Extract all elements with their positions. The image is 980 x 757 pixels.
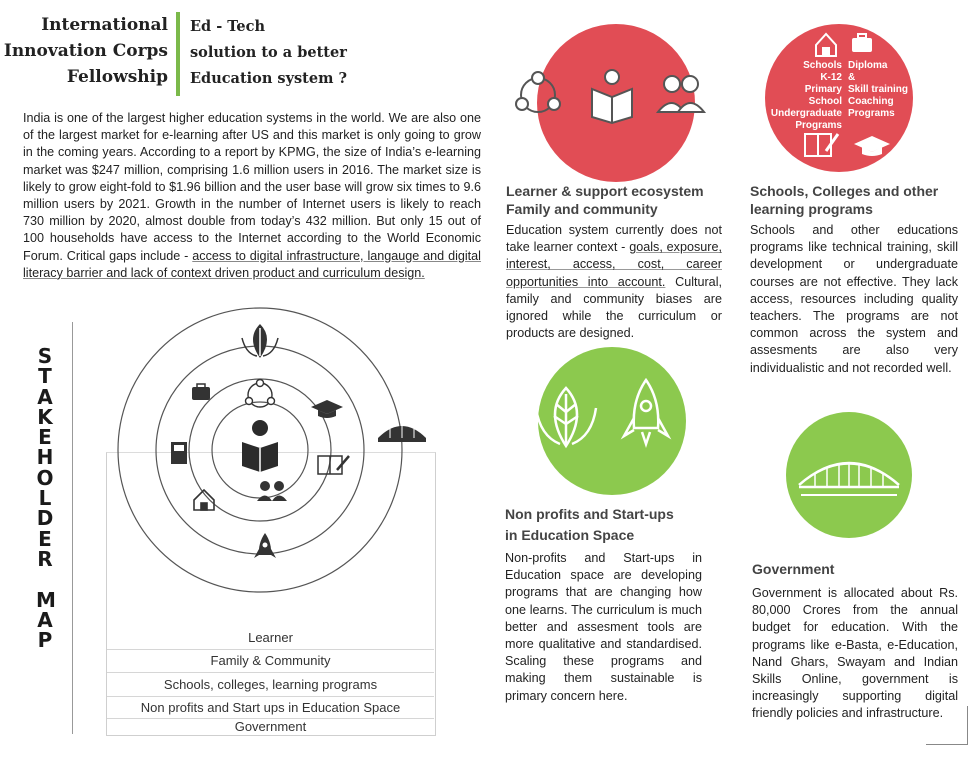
people-icon <box>257 481 287 501</box>
fellowship-title-line2: Innovation Corps <box>3 41 168 61</box>
reader-icon <box>242 420 278 472</box>
learner-text-after: Cultural, family and community biases are ignored while the curriculum or products are designed. <box>506 274 722 341</box>
intro-paragraph <box>23 110 481 282</box>
stakeholder-title-letter: P <box>37 628 53 653</box>
leaf-icon <box>536 388 596 446</box>
corner-rule-vertical <box>967 706 968 745</box>
intro-text: India is one of the largest higher education systems in the world. We are also one of the largest market for e-learning after US and this market is only going to grow in the coming years. According to a report by KPMG, the size of India’s e-learning market was $247 million, comprising 1.6 million users in 2016. The market size is likely to grow eight-fold to $1.96 billion and the user base will grow six times to 9.6 million users by 2021. Growth in the number of Internet users is likely to reach 730 million by 2020, almost double from today’s 432 million. But only 15 out of 100 households have access to the Internet according to the World Economic Forum. Critical gaps include - <box>23 111 481 263</box>
schools-title-line1: Schools, Colleges and other <box>750 183 939 199</box>
learner-circle-icons <box>508 60 708 130</box>
label-skill: Skill training <box>848 84 909 95</box>
stakeholder-title-letter: E <box>38 425 52 450</box>
legend-schools: Schools, colleges, learning programs <box>107 672 434 697</box>
label-diploma: Diploma <box>848 60 888 71</box>
label-coaching-programs: Programs <box>848 108 895 119</box>
reader-icon <box>592 70 632 123</box>
stakeholder-title-letter: T <box>38 364 52 389</box>
schools-circle-top-icons <box>812 30 902 60</box>
schools-label-right <box>848 60 914 120</box>
notebook-icon <box>318 456 349 474</box>
stakeholder-diagram <box>100 300 440 630</box>
stakeholder-title-letter: D <box>36 506 54 531</box>
family-circle-icon <box>516 72 560 112</box>
schools-section-title <box>750 182 965 218</box>
nonprofits-circle-icons <box>518 370 698 460</box>
people-icon <box>658 76 704 112</box>
fellowship-title-line1: International <box>41 15 168 35</box>
label-amp: & <box>848 72 856 83</box>
stakeholder-map-title <box>36 344 56 653</box>
stakeholder-title-letter: L <box>38 486 52 511</box>
notebook-icon <box>805 134 838 156</box>
legend-nonprofits: Non profits and Start ups in Education Space <box>107 696 434 719</box>
briefcase-icon <box>192 384 210 400</box>
fellowship-title <box>4 12 168 90</box>
label-coaching: Coaching <box>848 96 894 107</box>
fellowship-title-line3: Fellowship <box>66 67 168 87</box>
stakeholder-vertical-rule <box>72 322 73 734</box>
briefcase-icon <box>852 34 872 52</box>
label-primary: Primary School <box>804 84 842 107</box>
rocket-icon <box>254 533 276 558</box>
government-section-text: Government is allocated about Rs. 80,000 Crores from the annual budget for education. With the programs like e-Basta, e-Education, Nand Ghars, Swayam and Indian Skills Online, government is increasingly supporting digital friendly policies and infrastructure. <box>752 586 958 721</box>
graduation-cap-icon <box>311 400 343 418</box>
stakeholder-title-letter: O <box>36 465 54 490</box>
stakeholder-title-letter: K <box>37 404 53 429</box>
schools-label-left <box>770 60 842 132</box>
parliament-icon <box>378 426 426 442</box>
subtitle-line3: Education system ? <box>190 70 347 87</box>
learner-text-before: Education system currently does not take learner context - <box>506 223 722 255</box>
stakeholder-title-letter <box>36 569 54 589</box>
label-schools: Schools <box>803 60 842 71</box>
school-icon <box>816 34 836 56</box>
corner-rule-horizontal <box>926 744 968 745</box>
legend-family: Family & Community <box>107 649 434 672</box>
stakeholder-title-letter: A <box>37 384 53 409</box>
stakeholder-title-letter: S <box>37 344 53 368</box>
stakeholder-title-letter: A <box>37 607 53 632</box>
book-icon <box>171 442 187 464</box>
legend-learner: Learner <box>248 630 293 645</box>
learner-title-line2: Family and community <box>506 201 658 217</box>
learner-section-title <box>506 182 736 218</box>
government-section-title: Government <box>752 561 835 577</box>
learner-section-text <box>506 222 722 342</box>
stakeholder-title-letter: E <box>38 526 52 551</box>
stakeholder-title-letter: H <box>36 445 54 470</box>
parliament-icon <box>795 445 903 505</box>
learner-text-underlined: goals, exposure, interest, access, cost, career opportunities into account. <box>506 240 722 289</box>
schools-section-text: Schools and other educations programs like technical training, skill development or undergraduate courses are not effective. They lack access, resources including quality teachers. The programs are not common across the system and assesments are also very individualistic and not recorded well. <box>750 223 958 375</box>
leaf-icon <box>242 324 278 358</box>
page-subtitle <box>190 14 347 92</box>
schools-circle-bottom-icons <box>800 128 900 162</box>
graduation-cap-icon <box>854 136 890 156</box>
label-undergraduate: Undergraduate <box>770 108 842 119</box>
nonprofits-section-title <box>505 504 705 546</box>
intro-critical-gaps: access to digital infrastructure, langauge and digital literacy barrier and lack of context driven product and curriculum design. <box>23 248 481 280</box>
label-programs: Programs <box>795 120 842 131</box>
stakeholder-title-letter: M <box>36 587 56 612</box>
nonprofits-title-line2: in Education Space <box>505 527 635 543</box>
family-circle-icon <box>246 380 275 408</box>
label-k12: K-12 <box>820 72 842 83</box>
rocket-icon <box>624 380 668 444</box>
schools-title-line2: learning programs <box>750 201 873 217</box>
legend-government: Government <box>107 718 434 735</box>
stakeholder-title-letter: R <box>37 546 53 571</box>
subtitle-line1: Ed - Tech <box>190 18 266 35</box>
header-divider <box>176 12 180 96</box>
subtitle-line2: solution to a better <box>190 44 347 61</box>
nonprofits-section-text: Non-profits and Start-ups in Education space are developing programs that are changing how one learns. The curriculum is much better and assesment tools are more qualitative and standardised. Scaling these programs and making them sustainable is primary concern here. <box>505 551 702 703</box>
learner-title-line1: Learner & support ecosystem <box>506 183 704 199</box>
nonprofits-title-line1: Non profits and Start-ups <box>505 506 674 522</box>
